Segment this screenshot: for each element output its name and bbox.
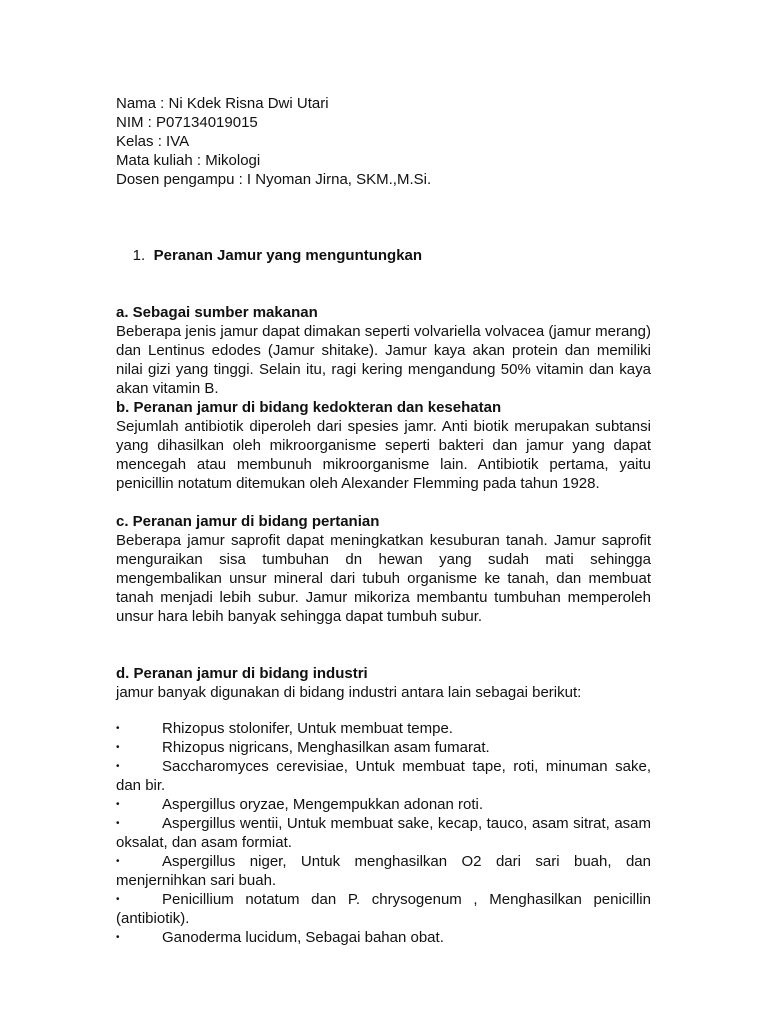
subsection-c-title: c. Peranan jamur di bidang pertanian <box>116 513 380 530</box>
lecturer-name: Dosen pengampu : I Nyoman Jirna, SKM.,M.Si. <box>116 171 432 188</box>
student-info <box>116 94 651 189</box>
course-name: Mata kuliah : Mikologi <box>116 152 261 169</box>
list-item <box>116 852 651 890</box>
subsection-a-body: Beberapa jenis jamur dapat dimakan seperti volvariella volvacea (jamur merang) dan Lentinus edodes (Jamur shitake). Jamur kaya akan protein dan memiliki nilai gizi yang tinggi. Selain itu, ragi kering mengandung 50% vitamin dan kaya akan vitamin B. <box>116 323 651 397</box>
subsection-c-body: Beberapa jamur saprofit dapat meningkatkan kesuburan tanah. Jamur saprofit menguraikan sisa tumbuhan dn hewan yang sudah mati sehingga mengembalikan unsur mineral dari tubuh organisme ke tanah, dan membuat tanah menjadi lebih subur. Jamur mikoriza membantu tumbuhan memperoleh unsur hara lebih banyak sehingga dapat tumbuh subur. <box>116 532 651 625</box>
industry-list <box>116 719 651 947</box>
section-number: 1. <box>132 247 146 264</box>
subsection-b-title: b. Peranan jamur di bidang kedokteran dan kesehatan <box>116 399 502 416</box>
bullet-icon: • <box>116 799 120 810</box>
list-item <box>116 928 651 947</box>
list-item-text: Ganoderma lucidum, Sebagai bahan obat. <box>162 929 444 946</box>
student-nim: NIM : P07134019015 <box>116 114 258 131</box>
student-name: Nama : Ni Kdek Risna Dwi Utari <box>116 95 329 112</box>
subsection-c <box>116 512 651 626</box>
section-heading <box>116 227 651 284</box>
bullet-icon: • <box>116 742 120 753</box>
subsection-d-title: d. Peranan jamur di bidang industri <box>116 665 368 682</box>
list-item <box>116 719 651 738</box>
bullet-icon: • <box>116 818 120 829</box>
list-item <box>116 890 651 928</box>
list-item-text: Penicillium notatum dan P. chrysogenum , Menghasilkan penicillin (antibiotik). <box>116 891 651 927</box>
document-page <box>116 94 651 947</box>
list-item-text: Rhizopus stolonifer, Untuk membuat tempe. <box>162 720 453 737</box>
list-item-text: Aspergillus wentii, Untuk membuat sake, kecap, tauco, asam sitrat, asam oksalat, dan asam formiat. <box>116 815 651 851</box>
list-item <box>116 814 651 852</box>
list-item-text: Rhizopus nigricans, Menghasilkan asam fumarat. <box>162 739 490 756</box>
list-item <box>116 738 651 757</box>
list-item <box>116 757 651 795</box>
subsection-b-body: Sejumlah antibiotik diperoleh dari spesies jamr. Anti biotik merupakan subtansi yang dihasilkan oleh mikroorganisme seperti bakteri dan jamur yang dapat mencegah atau membunuh mikroorganisme lain. Antibiotik pertama, yaitu penicillin notatum ditemukan oleh Alexander Flemming pada tahun 1928. <box>116 418 651 492</box>
bullet-icon: • <box>116 932 120 943</box>
subsection-a <box>116 303 651 398</box>
bullet-icon: • <box>116 761 120 772</box>
bullet-icon: • <box>116 856 120 867</box>
subsection-b <box>116 398 651 493</box>
subsection-d <box>116 664 651 947</box>
subsection-d-intro: jamur banyak digunakan di bidang industri antara lain sebagai berikut: <box>116 684 582 701</box>
subsection-a-title: a. Sebagai sumber makanan <box>116 304 318 321</box>
bullet-icon: • <box>116 894 120 905</box>
section-title: Peranan Jamur yang menguntungkan <box>153 247 423 264</box>
list-item-text: Saccharomyces cerevisiae, Untuk membuat tape, roti, minuman sake, dan bir. <box>116 758 651 794</box>
list-item-text: Aspergillus oryzae, Mengempukkan adonan roti. <box>162 796 484 813</box>
student-class: Kelas : IVA <box>116 133 190 150</box>
list-item <box>116 795 651 814</box>
list-item-text: Aspergillus niger, Untuk menghasilkan O2 dari sari buah, dan menjernihkan sari buah. <box>116 853 651 889</box>
bullet-icon: • <box>116 723 120 734</box>
